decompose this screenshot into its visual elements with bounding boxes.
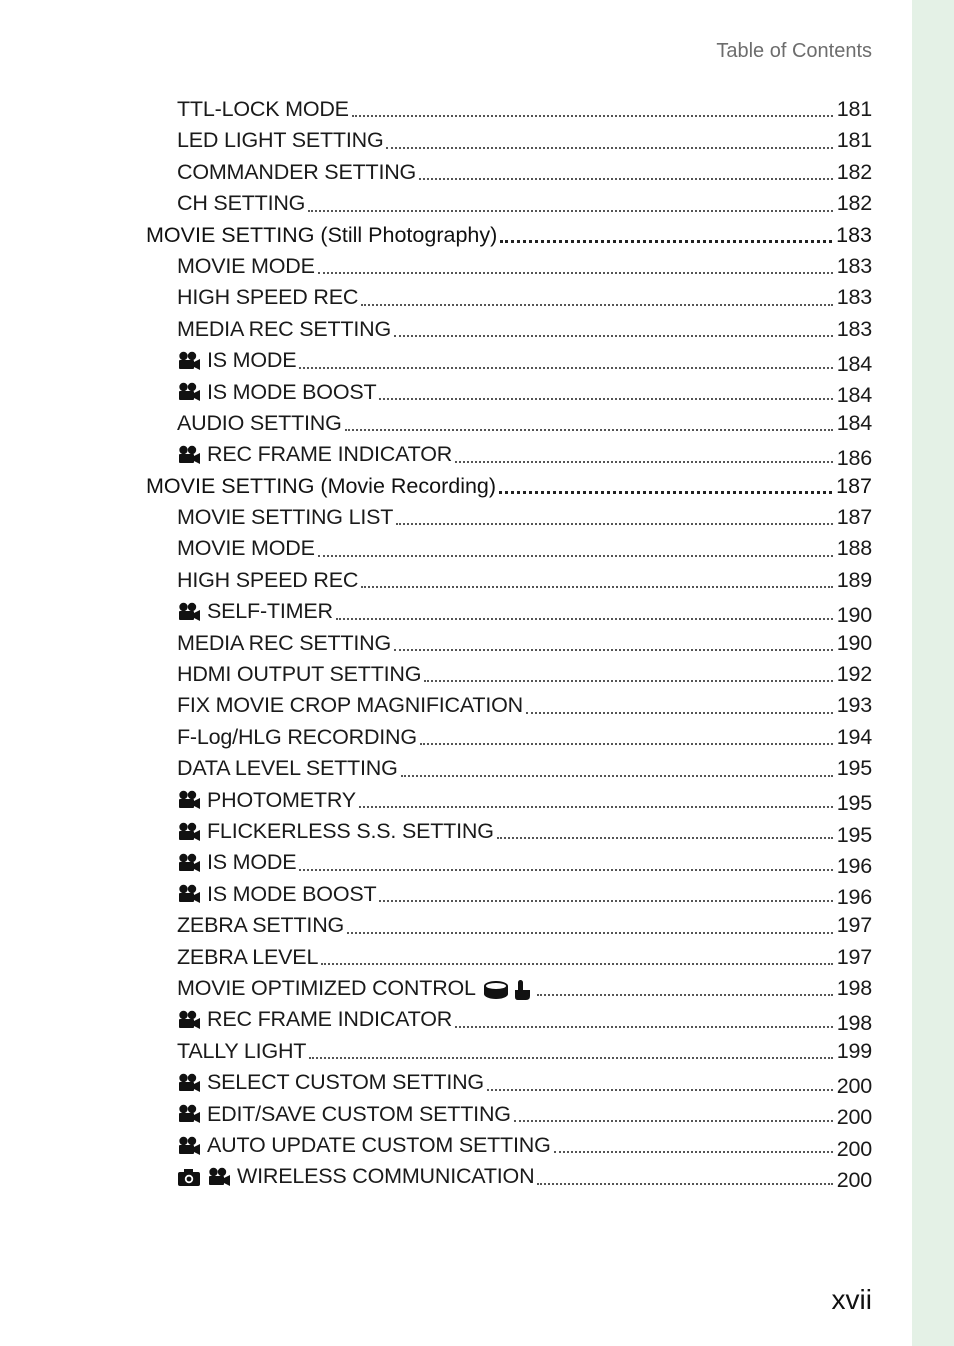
- toc-entry-text: ZEBRA LEVEL: [177, 944, 319, 969]
- toc-page-number: 182: [836, 159, 872, 184]
- toc-entry-text: SELECT CUSTOM SETTING: [207, 1070, 484, 1095]
- movie-camera-icon: [207, 1167, 231, 1187]
- toc-entry-text: CH SETTING: [177, 191, 306, 216]
- dot-leader: [500, 232, 832, 243]
- toc-entry-label: [177, 785, 356, 816]
- toc-entry-label: [177, 847, 296, 878]
- movie-camera-icon: [177, 853, 201, 873]
- movie-camera-icon: [177, 822, 201, 842]
- still-camera-icon: [177, 1167, 201, 1187]
- toc-page-number: 184: [836, 383, 872, 408]
- dot-leader: [554, 1143, 833, 1153]
- toc-entry-label: [177, 722, 417, 753]
- toc-entry[interactable]: [146, 125, 872, 156]
- dot-leader: [379, 892, 832, 902]
- toc-page-number: 199: [836, 1038, 872, 1063]
- toc-page-number: 196: [836, 885, 872, 910]
- toc-entry[interactable]: [146, 753, 872, 784]
- toc-entry-text: AUDIO SETTING: [177, 410, 342, 435]
- toc-entry[interactable]: [146, 722, 872, 753]
- dot-leader: [394, 641, 833, 651]
- toc-page-number: 198: [836, 1011, 872, 1036]
- toc-section-entry[interactable]: [146, 471, 872, 502]
- toc-entry[interactable]: [146, 345, 872, 376]
- toc-entry-text: HIGH SPEED REC: [177, 285, 359, 310]
- toc-entry[interactable]: [146, 533, 872, 564]
- toc-page-number: 190: [836, 602, 872, 627]
- toc-entry[interactable]: [146, 628, 872, 659]
- toc-entry[interactable]: [146, 439, 872, 470]
- toc-entry[interactable]: [146, 1036, 872, 1067]
- dot-leader: [321, 955, 833, 965]
- toc-entry[interactable]: [146, 596, 872, 627]
- movie-camera-icon: [177, 1104, 201, 1124]
- toc-entry[interactable]: [146, 94, 872, 125]
- toc-page-number: 198: [836, 975, 872, 1000]
- toc-entry[interactable]: [146, 785, 872, 816]
- dot-leader: [318, 547, 833, 557]
- toc-page-number: 187: [836, 505, 872, 530]
- toc-entry[interactable]: [146, 847, 872, 878]
- toc-entry-label: [146, 220, 497, 251]
- dot-leader: [455, 453, 833, 463]
- dot-leader: [497, 829, 833, 839]
- toc-page-number: 195: [836, 756, 872, 781]
- dot-leader: [394, 327, 833, 337]
- dot-leader: [347, 924, 833, 934]
- toc-page-number: 181: [836, 128, 872, 153]
- toc-entry-label: [177, 973, 534, 1004]
- toc-entry-label: [177, 1099, 511, 1130]
- toc-entry-text: MOVIE SETTING LIST: [177, 505, 394, 530]
- toc-page-number: 192: [836, 662, 872, 687]
- toc-entry-label: [177, 942, 318, 973]
- toc-entry-text: WIRELESS COMMUNICATION: [237, 1164, 535, 1189]
- dot-leader: [361, 296, 833, 306]
- toc-page-number: 193: [836, 693, 872, 718]
- dot-leader: [361, 578, 833, 588]
- toc-entry-text: TALLY LIGHT: [177, 1038, 307, 1063]
- dot-leader: [396, 515, 833, 525]
- toc-entry-text: AUTO UPDATE CUSTOM SETTING: [207, 1132, 551, 1157]
- toc-entry[interactable]: [146, 879, 872, 910]
- toc-entry-label: [177, 439, 452, 470]
- toc-entry-text: HDMI OUTPUT SETTING: [177, 662, 422, 687]
- toc-entry-label: [177, 753, 398, 784]
- toc-page-number: 189: [836, 567, 872, 592]
- toc-page-number: 197: [836, 913, 872, 938]
- dot-leader: [345, 421, 833, 431]
- dot-leader: [537, 1175, 832, 1185]
- toc-entry-text: REC FRAME INDICATOR: [207, 1007, 453, 1032]
- toc-entry-text: ZEBRA SETTING: [177, 913, 345, 938]
- toc-entry-text: MEDIA REC SETTING: [177, 316, 392, 341]
- toc-entry-text: REC FRAME INDICATOR: [207, 442, 453, 467]
- toc-entry-text: COMMANDER SETTING: [177, 159, 417, 184]
- dot-leader: [537, 986, 833, 996]
- movie-camera-icon: [177, 445, 201, 465]
- toc-entry-text: IS MODE: [207, 850, 297, 875]
- toc-entry-label: [177, 408, 342, 439]
- dot-leader: [299, 861, 832, 871]
- toc-page-number: 190: [836, 630, 872, 655]
- movie-camera-icon: [177, 382, 201, 402]
- movie-camera-icon: [177, 1136, 201, 1156]
- toc-entry-label: [177, 596, 333, 627]
- toc-entry[interactable]: [146, 408, 872, 439]
- toc-entry-text: MEDIA REC SETTING: [177, 630, 392, 655]
- toc-entry-text: MOVIE SETTING (Still Photography): [146, 222, 498, 247]
- dot-leader: [359, 798, 833, 808]
- toc-entry[interactable]: [146, 157, 872, 188]
- toc-entry-text: FIX MOVIE CROP MAGNIFICATION: [177, 693, 523, 718]
- toc-entry-label: [177, 1067, 484, 1098]
- dot-leader: [308, 202, 833, 212]
- toc-page-number: 183: [836, 285, 872, 310]
- toc-entry-text: EDIT/SAVE CUSTOM SETTING: [207, 1101, 511, 1126]
- toc-entry-text: IS MODE BOOST: [207, 379, 377, 404]
- toc-entry[interactable]: [146, 1161, 872, 1192]
- dot-leader: [379, 390, 832, 400]
- toc-entry-label: [177, 533, 315, 564]
- toc-entry[interactable]: [146, 910, 872, 941]
- toc-page-number: 196: [836, 854, 872, 879]
- toc-entry-label: [177, 659, 421, 690]
- toc-entry[interactable]: [146, 1004, 872, 1035]
- toc-page-number: 183: [836, 222, 872, 247]
- toc-entry-text: MOVIE SETTING (Movie Recording): [146, 473, 497, 498]
- toc-page-number: 186: [836, 446, 872, 470]
- dot-leader: [352, 107, 833, 117]
- toc-entry-label: [177, 565, 358, 596]
- side-thumb-tab: [912, 0, 954, 1346]
- toc-entry-label: [177, 1130, 551, 1161]
- toc-entry-text: DATA LEVEL SETTING: [177, 756, 398, 781]
- toc-entry-text: SELF-TIMER: [207, 599, 333, 624]
- toc-entry-label: [177, 157, 416, 188]
- toc-entry[interactable]: [146, 188, 872, 219]
- toc-page-number: 184: [836, 351, 872, 376]
- toc-entry[interactable]: [146, 690, 872, 721]
- toc-page-number: 200: [836, 1105, 872, 1130]
- toc-entry[interactable]: [146, 1130, 872, 1161]
- page-number: xvii: [831, 1284, 872, 1315]
- toc-entry-label: [177, 628, 391, 659]
- dot-leader: [318, 264, 833, 274]
- dot-leader: [420, 735, 833, 745]
- toc-page-number: 200: [836, 1136, 872, 1161]
- dot-leader: [499, 483, 832, 494]
- toc-page-number: 197: [836, 944, 872, 969]
- toc-page-number: 194: [836, 724, 872, 749]
- dot-leader: [299, 359, 832, 369]
- toc-entry[interactable]: [146, 377, 872, 408]
- movie-camera-icon: [177, 351, 201, 371]
- toc-page-number: 187: [836, 473, 872, 498]
- toc-entry[interactable]: [146, 816, 872, 847]
- toc-entry-text: MOVIE MODE: [177, 253, 315, 278]
- toc-entry-label: [177, 1161, 534, 1192]
- dot-leader: [455, 1018, 833, 1028]
- dot-leader: [386, 139, 832, 149]
- toc-entry-label: [177, 125, 383, 156]
- dot-leader: [487, 1081, 833, 1091]
- toc-entry-label: [177, 1036, 306, 1067]
- toc-entry-text: MOVIE OPTIMIZED CONTROL: [177, 975, 476, 1000]
- toc-entry-text: TTL-LOCK MODE: [177, 97, 349, 121]
- toc-entry-text: PHOTOMETRY: [207, 787, 356, 812]
- toc-entry-label: [177, 690, 523, 721]
- toc-entry-text: IS MODE: [207, 348, 297, 373]
- toc-entry-label: [177, 94, 349, 125]
- toc-entry-label: [177, 910, 344, 941]
- toc-page-number: 183: [836, 316, 872, 341]
- toc-entry-text: HIGH SPEED REC: [177, 567, 359, 592]
- dot-leader: [309, 1049, 832, 1059]
- toc-entry[interactable]: [146, 659, 872, 690]
- dot-leader: [526, 704, 833, 714]
- dot-leader: [401, 767, 833, 777]
- toc-entry[interactable]: [146, 251, 872, 282]
- toc-entry-label: [177, 282, 358, 313]
- toc-entry-text: MOVIE MODE: [177, 536, 315, 561]
- toc-entry[interactable]: [146, 973, 872, 1004]
- toc-entry-label: [177, 251, 315, 282]
- toc-entry-text: LED LIGHT SETTING: [177, 128, 384, 153]
- toc-entry[interactable]: [146, 565, 872, 596]
- toc-entry[interactable]: [146, 1067, 872, 1098]
- toc-page-number: 200: [836, 1167, 872, 1192]
- movie-camera-icon: [177, 602, 201, 622]
- movie-camera-icon: [177, 1010, 201, 1030]
- toc-page-number: 188: [836, 536, 872, 561]
- toc-entry-label: [177, 879, 376, 910]
- toc-entry-label: [177, 502, 393, 533]
- toc-entry[interactable]: [146, 282, 872, 313]
- toc-page-number: 200: [836, 1073, 872, 1098]
- toc-entry-text: F-Log/HLG RECORDING: [177, 724, 417, 749]
- table-of-contents: [146, 94, 872, 1193]
- dot-leader: [424, 672, 832, 682]
- toc-entry-label: [177, 314, 391, 345]
- toc-entry[interactable]: [146, 502, 872, 533]
- toc-page-number: 195: [836, 822, 872, 847]
- movie-camera-icon: [177, 790, 201, 810]
- running-head: Table of Contents: [716, 40, 872, 62]
- toc-entry-label: [177, 816, 494, 847]
- toc-entry-label: [177, 1004, 452, 1035]
- toc-page-number: 182: [836, 191, 872, 216]
- toc-entry[interactable]: [146, 942, 872, 973]
- toc-entry[interactable]: [146, 1099, 872, 1130]
- toc-section-entry[interactable]: [146, 220, 872, 251]
- toc-page-number: 184: [836, 410, 872, 435]
- toc-entry-label: [177, 345, 296, 376]
- toc-entry-label: [146, 471, 496, 502]
- movie-camera-icon: [177, 1073, 201, 1093]
- toc-page-number: 183: [836, 253, 872, 278]
- toc-entry[interactable]: [146, 314, 872, 345]
- dial-touch-icon: [482, 978, 534, 1000]
- toc-entry-label: [177, 188, 305, 219]
- toc-entry-text: IS MODE BOOST: [207, 881, 377, 906]
- movie-camera-icon: [177, 884, 201, 904]
- dot-leader: [514, 1112, 833, 1122]
- toc-page-number: 195: [836, 791, 872, 816]
- dot-leader: [419, 170, 833, 180]
- toc-page-number: 181: [836, 97, 872, 121]
- toc-entry-text: FLICKERLESS S.S. SETTING: [207, 818, 494, 843]
- toc-entry-label: [177, 377, 376, 408]
- dot-leader: [336, 610, 833, 620]
